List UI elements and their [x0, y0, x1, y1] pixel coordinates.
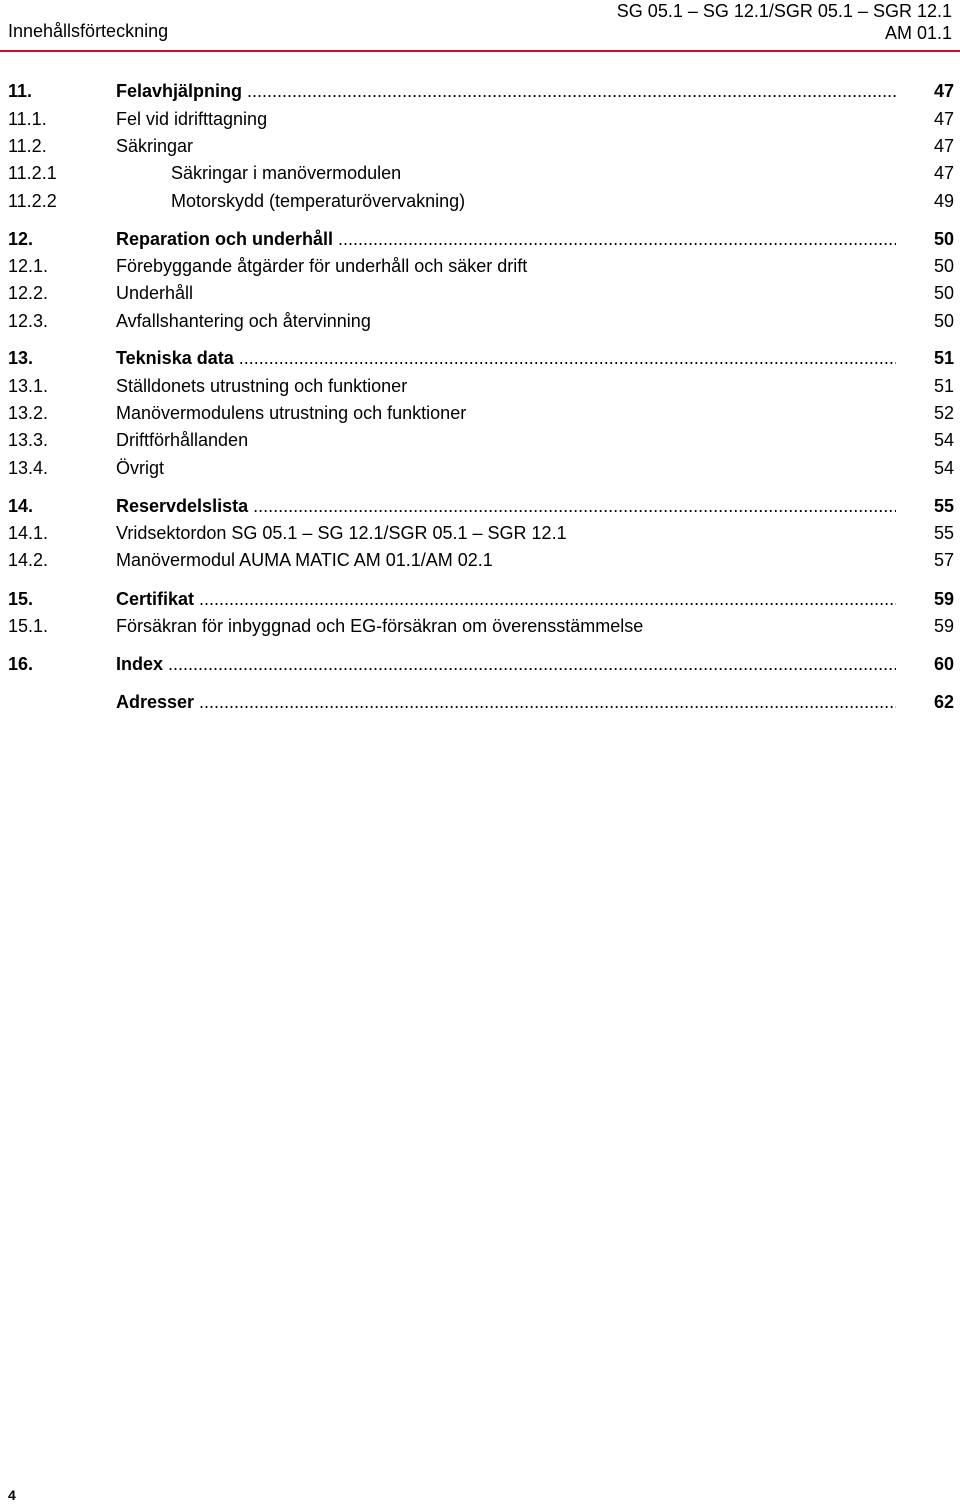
- toc-entry-page: 54: [933, 458, 954, 478]
- toc-entry-title: Adresser .....: [116, 691, 896, 713]
- toc-entry[interactable]: [8, 375, 954, 397]
- toc-entry-title: Ställdonets utrustning och funktioner: [116, 376, 408, 396]
- toc-entry-number: 12.: [8, 229, 34, 249]
- toc-entry-title: Index .....: [116, 653, 896, 675]
- toc-entry-page: 47: [933, 163, 954, 183]
- header-divider: [0, 50, 960, 52]
- page-number: 4: [8, 1487, 16, 1503]
- toc-entry[interactable]: [8, 310, 954, 332]
- toc-entry-number: 11.2.: [8, 136, 47, 156]
- toc-entry[interactable]: [8, 255, 954, 277]
- toc-entry-number: 11.2.1: [8, 163, 57, 183]
- toc-entry-page: 50: [933, 283, 954, 303]
- toc-entry-page: 47: [933, 109, 954, 129]
- toc-entry-page: 52: [933, 403, 954, 423]
- toc-entry-title: Manövermodulens utrustning och funktioner: [116, 403, 467, 423]
- toc-entry[interactable]: [8, 691, 954, 713]
- toc-entry-title: Motorskydd (temperaturövervakning): [171, 191, 466, 211]
- toc-entry[interactable]: [8, 347, 954, 369]
- toc-entry-title: Försäkran för inbyggnad och EG-försäkran om överensstämmelse: [116, 616, 644, 636]
- toc-entry[interactable]: [8, 108, 954, 130]
- toc-entry-page: 59: [933, 589, 954, 609]
- toc-entry-number: 16.: [8, 654, 34, 674]
- toc-entry-page: 47: [933, 81, 954, 101]
- toc-entry-number: 13.3.: [8, 430, 49, 450]
- toc-entry-page: 51: [933, 348, 954, 368]
- toc-entry-number: 13.: [8, 348, 34, 368]
- toc-entry-title: Övrigt: [116, 458, 165, 478]
- toc-entry[interactable]: [8, 495, 954, 517]
- toc-entry-title: Säkringar i manövermodulen: [171, 163, 402, 183]
- header-section-title: Innehållsförteckning: [8, 21, 169, 41]
- toc-entry-number: 14.: [8, 496, 34, 516]
- toc-entry-title: Driftförhållanden: [116, 430, 249, 450]
- toc-entry[interactable]: [8, 457, 954, 479]
- toc-entry-title: Vridsektordon SG 05.1 – SG 12.1/SGR 05.1 – SGR 12.1: [116, 523, 567, 543]
- toc-entry-title: Manövermodul AUMA MATIC AM 01.1/AM 02.1: [116, 550, 493, 570]
- toc-entry-page: 60: [933, 654, 954, 674]
- toc-entry-page: 57: [933, 550, 954, 570]
- header-product-line1: SG 05.1 – SG 12.1/SGR 05.1 – SGR 12.1: [616, 1, 952, 21]
- toc-entry-title: Säkringar: [116, 136, 194, 156]
- toc-entry[interactable]: [8, 549, 954, 571]
- toc-entry-title: Fel vid idrifttagning: [116, 109, 268, 129]
- toc-entry-page: 55: [933, 496, 954, 516]
- toc-entry[interactable]: [8, 522, 954, 544]
- toc-entry-number: 12.1.: [8, 256, 49, 276]
- toc-entry[interactable]: [8, 282, 954, 304]
- toc-entry[interactable]: [8, 653, 954, 675]
- toc-entry-title: Reparation och underhåll .....: [116, 228, 896, 250]
- toc-entry-number: 11.2.2: [8, 191, 57, 211]
- toc-entry-number: 13.1.: [8, 376, 49, 396]
- toc-entry-page: 51: [933, 376, 954, 396]
- toc-entry[interactable]: [8, 402, 954, 424]
- toc-entry[interactable]: [8, 615, 954, 637]
- toc-entry-page: 50: [933, 256, 954, 276]
- toc-entry-title: Förebyggande åtgärder för underhåll och säker drift: [116, 256, 528, 276]
- toc-entry-number: 14.2.: [8, 550, 49, 570]
- toc-entry-number: 14.1.: [8, 523, 49, 543]
- toc-entry-number: 12.2.: [8, 283, 49, 303]
- toc-entry[interactable]: [8, 162, 954, 184]
- toc-entry-page: 54: [933, 430, 954, 450]
- toc-entry[interactable]: [8, 80, 954, 102]
- toc-entry-title: Felavhjälpning .....: [116, 80, 896, 102]
- toc-entry-title: Certifikat .....: [116, 588, 896, 610]
- toc-entry[interactable]: [8, 429, 954, 451]
- toc-entry-number: 15.1.: [8, 616, 49, 636]
- toc-entry-number: 11.: [8, 81, 33, 101]
- header-product-line2: AM 01.1: [884, 23, 952, 43]
- toc-entry-title: Underhåll: [116, 283, 194, 303]
- toc-entry-page: 50: [933, 229, 954, 249]
- toc-entry-page: 62: [933, 692, 954, 712]
- toc-entry[interactable]: [8, 228, 954, 250]
- header-product-title: [617, 0, 952, 44]
- toc-entry[interactable]: [8, 135, 954, 157]
- toc-entry-title: Reservdelslista .....: [116, 495, 896, 517]
- toc-entry-page: 49: [933, 191, 954, 211]
- toc-entry-number: 13.2.: [8, 403, 49, 423]
- toc-entry-page: 47: [933, 136, 954, 156]
- toc-entry-number: 11.1.: [8, 109, 47, 129]
- toc-entry-page: 50: [933, 311, 954, 331]
- toc-entry-number: 15.: [8, 589, 34, 609]
- toc-entry-page: 55: [933, 523, 954, 543]
- toc-entry[interactable]: [8, 588, 954, 610]
- toc-entry-number: 12.3.: [8, 311, 49, 331]
- toc-entry-title: Tekniska data .....: [116, 347, 896, 369]
- toc-entry[interactable]: [8, 190, 954, 212]
- toc-entry-title: Avfallshantering och återvinning: [116, 311, 371, 331]
- toc-entry-page: 59: [933, 616, 954, 636]
- toc-entry-number: 13.4.: [8, 458, 49, 478]
